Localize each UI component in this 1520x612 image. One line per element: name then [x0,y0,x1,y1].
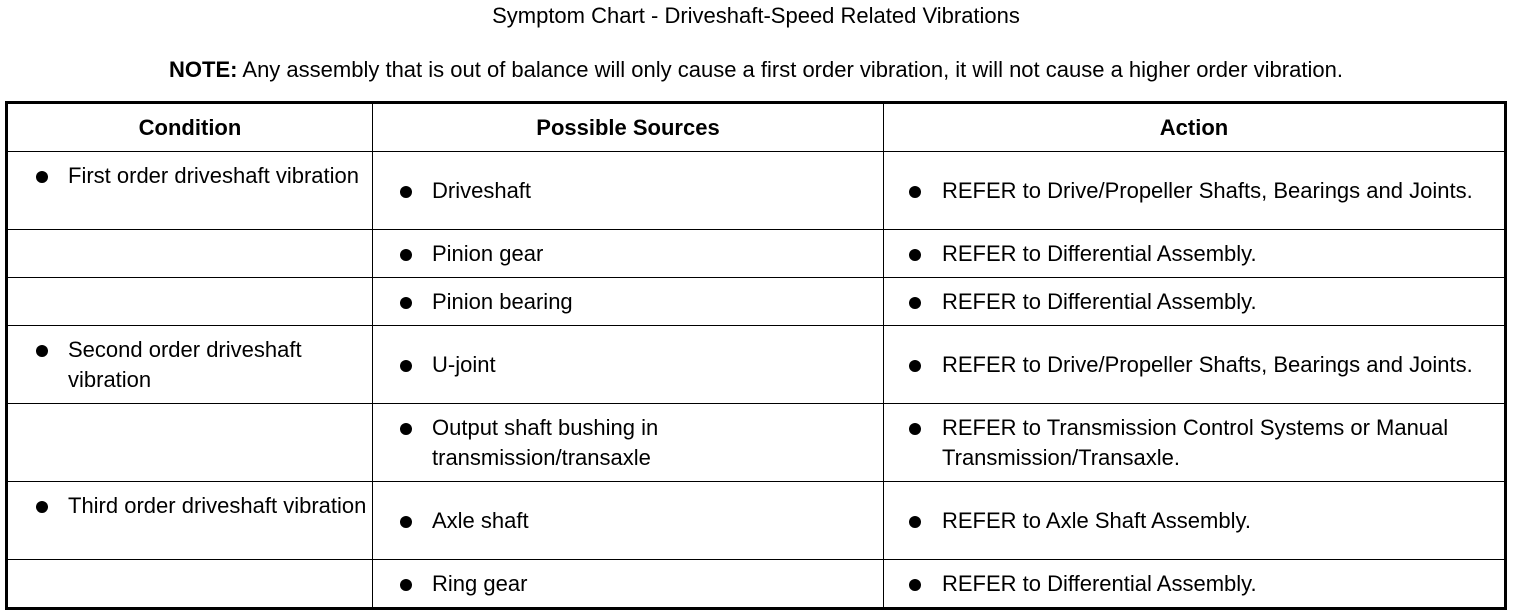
note-label: NOTE: [169,57,238,82]
source-text: U-joint [432,351,496,377]
source-text: Pinion bearing [432,288,573,314]
header-condition: Condition [7,103,373,152]
action-cell [884,560,1506,609]
action-text: REFER to Differential Assembly. [942,570,1257,596]
action-cell [884,278,1506,326]
action-text: REFER to Transmission Control Systems or Manual Transmission/Transaxle. [942,414,1449,470]
action-cell [884,404,1506,482]
source-cell [373,560,884,609]
condition-cell [7,230,373,278]
bullet-icon [909,186,921,198]
bullet-icon [400,360,412,372]
table-row [7,482,1506,560]
bullet-icon [400,579,412,591]
action-text: REFER to Differential Assembly. [942,288,1257,314]
source-cell [373,326,884,404]
header-row [7,103,1506,152]
table-row [7,278,1506,326]
source-cell [373,152,884,230]
bullet-icon [36,171,48,183]
header-possible-sources: Possible Sources [373,103,884,152]
bullet-icon [909,579,921,591]
table-row [7,560,1506,609]
condition-text: Second order driveshaft vibration [68,337,302,392]
condition-cell [7,326,373,404]
symptom-table [5,101,1507,610]
bullet-icon [909,249,921,261]
source-text: Output shaft bushing in transmission/transaxle [432,414,659,470]
page-title: Symptom Chart - Driveshaft-Speed Related Vibrations [492,3,1020,28]
table-row [7,404,1506,482]
condition-cell [7,560,373,609]
condition-cell [7,278,373,326]
condition-cell [7,404,373,482]
source-text: Axle shaft [432,507,529,533]
bullet-icon [400,297,412,309]
action-cell [884,230,1506,278]
table-row [7,230,1506,278]
action-text: REFER to Drive/Propeller Shafts, Bearings and Joints. [942,177,1473,203]
condition-text: Third order driveshaft vibration [68,493,367,518]
source-cell [373,482,884,560]
action-text: REFER to Axle Shaft Assembly. [942,507,1251,533]
condition-text: First order driveshaft vibration [68,163,359,188]
bullet-icon [400,516,412,528]
note-text: Any assembly that is out of balance will only cause a first order vibration, it will not cause a higher order vibration. [237,57,1343,82]
bullet-icon [400,186,412,198]
action-text: REFER to Drive/Propeller Shafts, Bearings and Joints. [942,351,1473,377]
bullet-icon [400,249,412,261]
source-cell [373,230,884,278]
source-cell [373,278,884,326]
action-text: REFER to Differential Assembly. [942,240,1257,266]
source-text: Ring gear [432,570,528,596]
action-cell [884,326,1506,404]
bullet-icon [36,345,48,357]
bullet-icon [36,501,48,513]
bullet-icon [400,423,412,435]
source-cell [373,404,884,482]
action-cell [884,152,1506,230]
source-text: Pinion gear [432,240,544,266]
bullet-icon [909,297,921,309]
bullet-icon [909,423,921,435]
table-row [7,152,1506,230]
action-cell [884,482,1506,560]
note [0,58,1512,82]
bullet-icon [909,360,921,372]
source-text: Driveshaft [432,177,532,203]
header-action: Action [884,103,1506,152]
bullet-icon [909,516,921,528]
condition-cell [7,152,373,230]
condition-cell [7,482,373,560]
table-row [7,326,1506,404]
